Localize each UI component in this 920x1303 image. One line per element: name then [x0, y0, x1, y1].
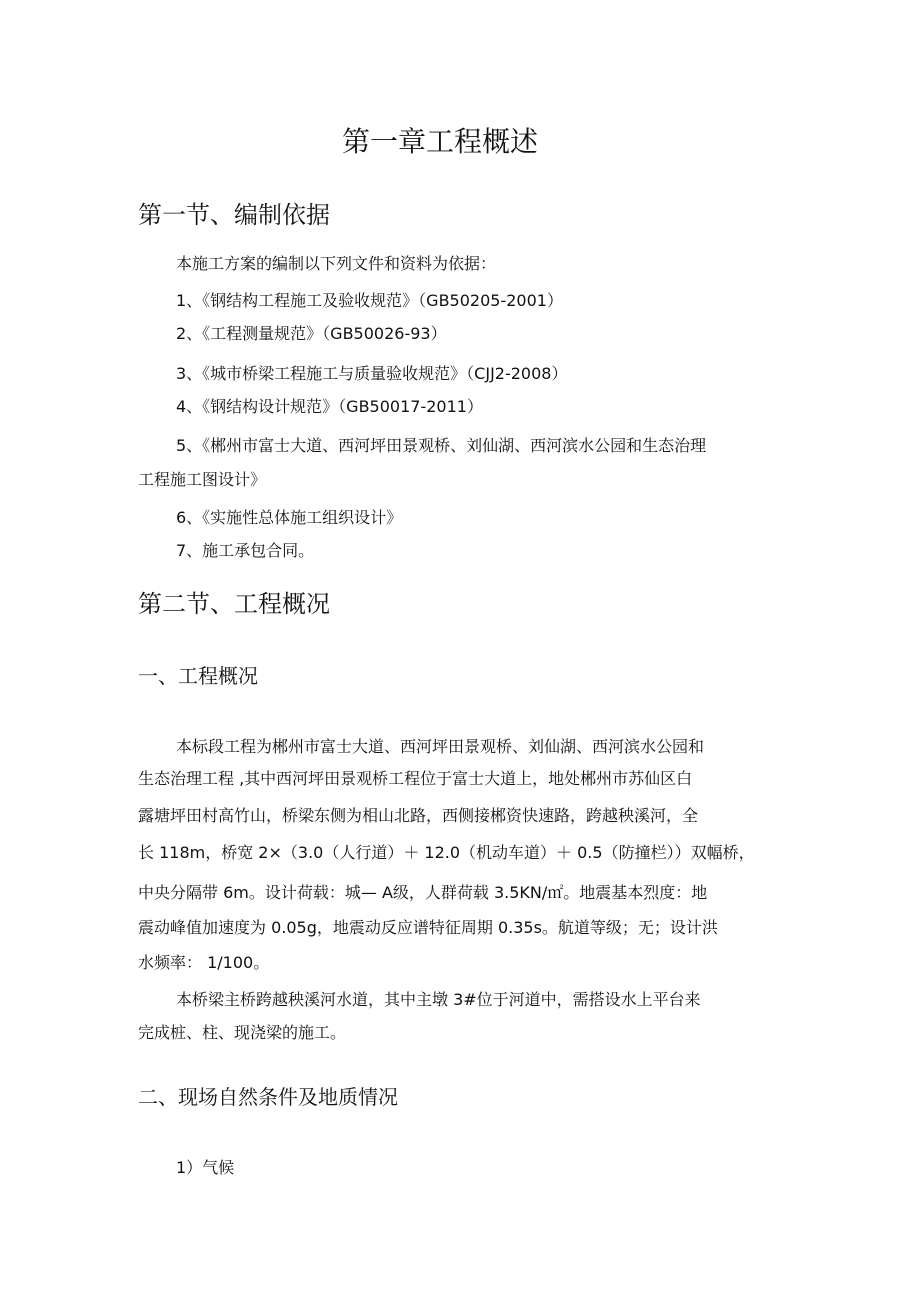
basis-item-6: 6、《实施性总体施工组织设计》 — [176, 508, 403, 527]
basis-item-2: 2、《工程测量规范》（GB50026-93） — [176, 324, 447, 343]
basis-item-7: 7、施工承包合同。 — [176, 541, 315, 560]
basis-item-5: 5、《郴州市富士大道、西河坪田景观桥、刘仙湖、西河滨水公园和生态治理 — [176, 436, 707, 455]
chapter-title: 第一章工程概述 — [341, 125, 538, 158]
basis-intro: 本施工方案的编制以下列文件和资料为依据： — [176, 254, 497, 273]
overview-para1-line3: 露塘坪田村高竹山，桥梁东侧为相山北路，西侧接郴资快速路，跨越秧溪河，全 — [138, 806, 699, 825]
overview-para2-line2: 完成桩、柱、现浇梁的施工。 — [138, 1023, 347, 1042]
basis-item-1: 1、《钢结构工程施工及验收规范》（GB50205-2001） — [176, 291, 563, 310]
overview-para1-line6: 震动峰值加速度为 0.05g，地震动反应谱特征周期 0.35s。航道等级；无；设计洪 — [138, 918, 718, 937]
overview-para2-line1: 本桥梁主桥跨越秧溪河水道，其中主墩 3#位于河道中，需搭设水上平台来 — [176, 990, 701, 1009]
overview-para1-line1: 本标段工程为郴州市富士大道、西河坪田景观桥、刘仙湖、西河滨水公园和 — [176, 737, 705, 756]
subsection-title-conditions: 二、现场自然条件及地质情况 — [138, 1085, 398, 1109]
section-title-basis: 第一节、编制依据 — [138, 201, 330, 229]
overview-para1-line2: 生态治理工程 ,其中西河坪田景观桥工程位于富士大道上，地处郴州市苏仙区白 — [138, 769, 693, 788]
basis-item-3: 3、《城市桥梁工程施工与质量验收规范》（CJJ2-2008） — [176, 364, 568, 383]
section-title-overview: 第二节、工程概况 — [138, 590, 330, 618]
subsection-title-overview: 一、工程概况 — [138, 664, 258, 688]
basis-item-5-cont: 工程施工图设计》 — [138, 470, 267, 489]
overview-para1-line5: 中央分隔带 6m。设计荷载：城— A级，人群荷载 3.5KN/㎡。地震基本烈度：地 — [138, 883, 708, 902]
conditions-item-climate: 1）气候 — [176, 1158, 235, 1177]
overview-para1-line7: 水频率： 1/100。 — [138, 953, 270, 972]
basis-item-4: 4、《钢结构设计规范》（GB50017-2011） — [176, 397, 483, 416]
overview-para1-line4: 长 118m，桥宽 2×（3.0（人行道）＋ 12.0（机动车道）＋ 0.5（防撞栏））双幅桥， — [138, 843, 755, 862]
